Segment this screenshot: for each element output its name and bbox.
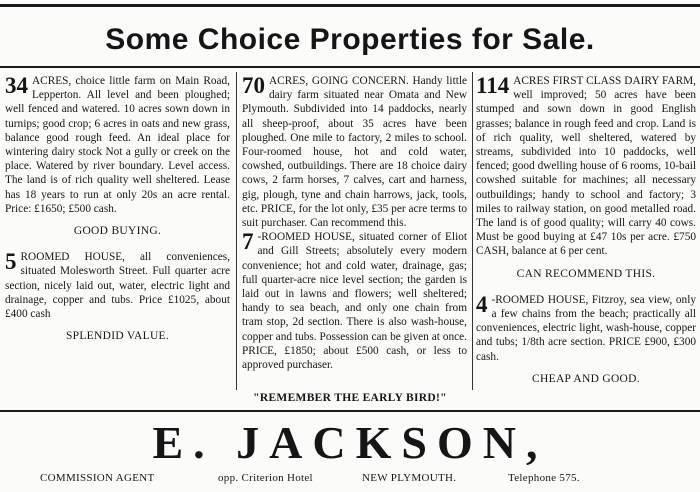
listing-text: ROOMED HOUSE, all conveniences, situated Molesworth Street. Full quarter acre section, nicely laid out, water, electric light and drainage, copper and tubs. Price £1025, about £400 cash (5, 251, 230, 321)
listing-label: CAN RECOMMEND THIS. (516, 267, 656, 280)
listing-label: GOOD BUYING. (73, 225, 162, 238)
listing-number: 34 (5, 73, 28, 98)
listing-label: SPLENDID VALUE. (65, 330, 170, 343)
listing-4-roomed-house (476, 293, 696, 364)
agent-address: opp. Criterion Hotel (218, 472, 313, 484)
column-divider (236, 72, 237, 390)
footer-rule (0, 410, 700, 412)
top-rule (0, 4, 700, 7)
listing-number: 114 (476, 73, 510, 98)
listing-column-2 (242, 74, 467, 372)
listing-114-acres (476, 74, 696, 259)
listing-column-1 (5, 74, 230, 355)
listing-number: 7 (242, 229, 254, 255)
listing-7-roomed-house (242, 230, 467, 372)
listing-text: ACRES FIRST CLASS DAIRY FARM, well improved; 50 acres have been stumped and sown down in good English grasses; balance in rough feed and crop. Land is of rich quality, well sheltered, watered by streams, subdivided into 10 paddocks, well fenced; good dwelling house of 6 rooms, 10-bail cowshed suitable for machines; all necessary outbuildings; handy to school and factory; 3 miles to railway station, on good metalled road. The land is of good quality; will carry 40 cows. Must be good buying at £47 10s per acre. £750 CASH, balance at 6 per cent. (476, 75, 696, 258)
listing-text: -ROOMED HOUSE, Fitzroy, sea view, only a few chains from the beach; practically all conveniences, electric light, wash-house, copper and tubs; 1/8th acre section. PRICE £900, £300 cash. (476, 293, 696, 363)
listing-text: ACRES, GOING CONCERN. Handy little dairy farm situated near Omata and New Plymouth. Subdivided into 14 paddocks, nearly all sheep-proof, about 35 acres have been ploughed. One mile to factory, 2 miles to school. Four-roomed house, hot and cold water, cowshed, outbuildings. There are 18 choice dairy cows, 2 farm horses, 7 calves, cart and harness, gig, plough, tyne and chain harrows, jack, tools, etc. PRICE, for the lot only, £35 per acre terms to suit purchaser. Can recommend this. (242, 75, 467, 230)
listing-text: -ROOMED HOUSE, situated corner of Eliot and Gill Streets; absolutely every modern convenience; hot and cold water, drainage, gas; full quarter-acre nice level section; the garden is laid out in lawns and flowers; well sheltered; handy to sea beach, and only one chain from tram stop, 2d section. There is also wash-house, copper and tubs. Possession can be given at once. PRICE, £1850; about £500 cash, or less to approved purchaser. (242, 231, 467, 372)
agent-name: E. JACKSON, (152, 417, 548, 468)
listing-label: CHEAP AND GOOD. (532, 372, 640, 385)
listing-34-acres (5, 74, 230, 216)
listing-number: 5 (5, 249, 17, 275)
page-title: Some Choice Properties for Sale. (105, 23, 595, 56)
listing-column-3 (476, 74, 696, 398)
column-divider (472, 72, 473, 390)
listing-text: ACRES, choice little farm on Main Road, Lepperton. All level and been ploughed; well fenced and watered. 10 acres sown down in turnips; good crop; 6 acres in oats and new grass, balance good rough feed. An ideal place for wintering dairy stock Not a gully or creek on the place. Watered by river boundary. Level access. The land is of rich quality well sheltered. Lease has 18 years to run at only 20s an acre rental. Price: £1650; £500 cash. (5, 75, 230, 215)
slogan: "REMEMBER THE EARLY BIRD!" (253, 392, 447, 404)
listing-number: 70 (242, 73, 265, 98)
listing-70-acres (242, 74, 467, 230)
agent-role: COMMISSION AGENT (40, 472, 155, 484)
listing-number: 4 (476, 291, 488, 317)
agent-town: NEW PLYMOUTH. (362, 472, 457, 484)
heading-rule (0, 66, 700, 68)
listing-5-roomed-house (5, 250, 230, 321)
agent-phone: Telephone 575. (508, 472, 580, 484)
